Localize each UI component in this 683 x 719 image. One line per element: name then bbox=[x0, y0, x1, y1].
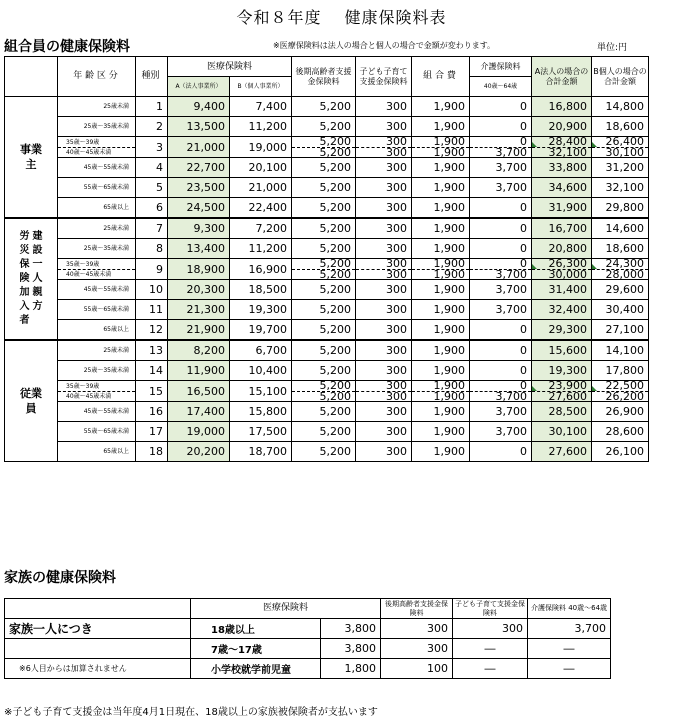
care-premium: 0 3,700 bbox=[470, 137, 532, 158]
total-a: 23,900 27,600 bbox=[532, 381, 592, 402]
family-row-label: 家族一人につき bbox=[5, 619, 191, 639]
kind-number: 8 bbox=[136, 239, 168, 259]
family-row-blank bbox=[5, 639, 191, 659]
elder-support: 5,200 bbox=[292, 402, 356, 422]
page-title: 令和８年度 健康保険料表 bbox=[236, 8, 447, 27]
child-support: 300 bbox=[356, 117, 412, 137]
elder-support: 5,200 5,200 bbox=[292, 381, 356, 402]
premium-row bbox=[5, 259, 649, 280]
total-b: 22,500 26,200 bbox=[592, 381, 649, 402]
medical-a: 16,500 bbox=[168, 381, 230, 402]
total-a: 33,800 bbox=[532, 158, 592, 178]
age-range: 55歳～65歳未満 bbox=[58, 300, 136, 320]
family-header-child: 子ども子育て支援金保険料 bbox=[453, 599, 528, 619]
header-age: 年 齢 区 分 bbox=[58, 57, 136, 97]
header-care: 介護保険料 bbox=[470, 57, 532, 77]
age-range: 25歳未満 bbox=[58, 340, 136, 361]
total-a: 16,800 bbox=[532, 97, 592, 117]
family-med-18plus: 3,800 bbox=[321, 619, 381, 639]
care-premium: 3,700 bbox=[470, 178, 532, 198]
total-a: 20,900 bbox=[532, 117, 592, 137]
elder-support: 5,200 bbox=[292, 280, 356, 300]
medical-b: 18,700 bbox=[230, 442, 292, 462]
child-support: 300 bbox=[356, 178, 412, 198]
family-header-care: 介護保険料 40歳～64歳 bbox=[528, 599, 611, 619]
elder-support: 5,200 bbox=[292, 198, 356, 219]
medical-b: 7,200 bbox=[230, 218, 292, 239]
header-med-a: A（法人事業所） bbox=[168, 77, 230, 97]
family-care-7to17: ― bbox=[528, 639, 611, 659]
header-med-b: B（個人事業所） bbox=[230, 77, 292, 97]
child-support: 300 bbox=[356, 361, 412, 381]
union-fee: 1,900 bbox=[412, 97, 470, 117]
medical-a: 18,900 bbox=[168, 259, 230, 280]
total-a: 29,300 bbox=[532, 320, 592, 341]
medical-a: 17,400 bbox=[168, 402, 230, 422]
care-premium: 0 bbox=[470, 442, 532, 462]
kind-number: 1 bbox=[136, 97, 168, 117]
premium-row bbox=[5, 198, 649, 219]
child-support: 300 bbox=[356, 340, 412, 361]
union-fee: 1,900 1,900 bbox=[412, 381, 470, 402]
family-elder-18plus: 300 bbox=[381, 619, 453, 639]
premium-row bbox=[5, 280, 649, 300]
section-title-members: 組合員の健康保険料 bbox=[4, 39, 130, 55]
medical-a: 11,900 bbox=[168, 361, 230, 381]
header-child: 子ども子育て支援金保険料 bbox=[356, 57, 412, 97]
age-range: 65歳以上 bbox=[58, 320, 136, 341]
total-a: 15,600 bbox=[532, 340, 592, 361]
union-fee: 1,900 bbox=[412, 442, 470, 462]
age-range: 35歳～39歳 40歳～45歳未満 bbox=[58, 137, 136, 158]
medical-a: 19,000 bbox=[168, 422, 230, 442]
medical-a: 23,500 bbox=[168, 178, 230, 198]
elder-support: 5,200 bbox=[292, 361, 356, 381]
premium-row bbox=[5, 402, 649, 422]
section-title-family: 家族の健康保険料 bbox=[4, 570, 116, 586]
group-name: 従業員 bbox=[5, 340, 58, 462]
age-range: 45歳～55歳未満 bbox=[58, 280, 136, 300]
medical-a: 22,700 bbox=[168, 158, 230, 178]
kind-number: 6 bbox=[136, 198, 168, 219]
premium-row bbox=[5, 320, 649, 341]
child-support: 300 300 bbox=[356, 259, 412, 280]
kind-number: 9 bbox=[136, 259, 168, 280]
care-premium: 0 3,700 bbox=[470, 259, 532, 280]
group-name: 事業主 bbox=[5, 97, 58, 219]
family-elder-preschool: 100 bbox=[381, 659, 453, 679]
medical-b: 21,000 bbox=[230, 178, 292, 198]
age-range: 25歳～35歳未満 bbox=[58, 117, 136, 137]
medical-a: 8,200 bbox=[168, 340, 230, 361]
kind-number: 4 bbox=[136, 158, 168, 178]
elder-support: 5,200 bbox=[292, 320, 356, 341]
care-premium: 0 bbox=[470, 198, 532, 219]
header-total-b: B個人の場合の合計金額 bbox=[592, 57, 649, 97]
child-support: 300 bbox=[356, 442, 412, 462]
total-a: 32,400 bbox=[532, 300, 592, 320]
union-fee: 1,900 bbox=[412, 218, 470, 239]
kind-number: 3 bbox=[136, 137, 168, 158]
elder-support: 5,200 bbox=[292, 158, 356, 178]
elder-support: 5,200 bbox=[292, 340, 356, 361]
child-support: 300 300 bbox=[356, 137, 412, 158]
family-care-preschool: ― bbox=[528, 659, 611, 679]
union-fee: 1,900 bbox=[412, 300, 470, 320]
total-b: 32,100 bbox=[592, 178, 649, 198]
total-b: 18,600 bbox=[592, 117, 649, 137]
union-fee: 1,900 bbox=[412, 340, 470, 361]
medical-b: 17,500 bbox=[230, 422, 292, 442]
care-premium: 0 bbox=[470, 218, 532, 239]
union-fee: 1,900 bbox=[412, 402, 470, 422]
elder-support: 5,200 5,200 bbox=[292, 137, 356, 158]
elder-support: 5,200 bbox=[292, 97, 356, 117]
medical-a: 9,400 bbox=[168, 97, 230, 117]
age-range: 25歳未満 bbox=[58, 218, 136, 239]
group-name bbox=[5, 218, 58, 340]
total-a: 26,300 30,000 bbox=[532, 259, 592, 280]
premium-row bbox=[5, 442, 649, 462]
family-med-preschool: 1,800 bbox=[321, 659, 381, 679]
kind-number: 13 bbox=[136, 340, 168, 361]
header-union: 組 合 費 bbox=[412, 57, 470, 97]
care-premium: 0 bbox=[470, 340, 532, 361]
total-b: 28,600 bbox=[592, 422, 649, 442]
total-b: 31,200 bbox=[592, 158, 649, 178]
total-a: 16,700 bbox=[532, 218, 592, 239]
elder-support: 5,200 bbox=[292, 218, 356, 239]
total-b: 30,400 bbox=[592, 300, 649, 320]
medical-b: 22,400 bbox=[230, 198, 292, 219]
child-support: 300 bbox=[356, 422, 412, 442]
total-b: 14,100 bbox=[592, 340, 649, 361]
family-elder-7to17: 300 bbox=[381, 639, 453, 659]
age-range: 55歳～65歳未満 bbox=[58, 178, 136, 198]
age-range: 55歳～65歳未満 bbox=[58, 422, 136, 442]
child-support: 300 bbox=[356, 300, 412, 320]
medical-b: 10,400 bbox=[230, 361, 292, 381]
family-premium-table bbox=[4, 598, 611, 679]
elder-support: 5,200 bbox=[292, 117, 356, 137]
premium-row bbox=[5, 340, 649, 361]
medical-b: 15,800 bbox=[230, 402, 292, 422]
elder-support: 5,200 bbox=[292, 442, 356, 462]
family-child-18plus: 300 bbox=[453, 619, 528, 639]
child-support: 300 300 bbox=[356, 381, 412, 402]
child-support: 300 bbox=[356, 97, 412, 117]
total-b: 17,800 bbox=[592, 361, 649, 381]
total-b: 27,100 bbox=[592, 320, 649, 341]
care-premium: 0 bbox=[470, 117, 532, 137]
child-support: 300 bbox=[356, 320, 412, 341]
kind-number: 5 bbox=[136, 178, 168, 198]
age-range: 35歳～39歳 40歳～45歳未満 bbox=[58, 259, 136, 280]
care-premium: 3,700 bbox=[470, 422, 532, 442]
medical-note: ※医療保険料は法人の場合と個人の場合で金額が変わります。 bbox=[273, 41, 496, 50]
care-premium: 0 bbox=[470, 97, 532, 117]
family-med-7to17: 3,800 bbox=[321, 639, 381, 659]
care-premium: 0 bbox=[470, 361, 532, 381]
total-a: 27,600 bbox=[532, 442, 592, 462]
age-range: 25歳未満 bbox=[58, 97, 136, 117]
child-support: 300 bbox=[356, 239, 412, 259]
kind-number: 11 bbox=[136, 300, 168, 320]
family-child-preschool: ― bbox=[453, 659, 528, 679]
medical-b: 11,200 bbox=[230, 117, 292, 137]
union-fee: 1,900 bbox=[412, 239, 470, 259]
total-b: 14,800 bbox=[592, 97, 649, 117]
age-range: 45歳～55歳未満 bbox=[58, 158, 136, 178]
kind-number: 18 bbox=[136, 442, 168, 462]
age-range: 65歳以上 bbox=[58, 442, 136, 462]
care-premium: 3,700 bbox=[470, 402, 532, 422]
union-fee: 1,900 bbox=[412, 320, 470, 341]
premium-row bbox=[5, 218, 649, 239]
elder-support: 5,200 5,200 bbox=[292, 259, 356, 280]
medical-a: 13,500 bbox=[168, 117, 230, 137]
care-premium: 0 3,700 bbox=[470, 381, 532, 402]
total-a: 34,600 bbox=[532, 178, 592, 198]
medical-a: 21,300 bbox=[168, 300, 230, 320]
member-premium-table bbox=[4, 56, 649, 462]
total-a: 28,400 32,100 bbox=[532, 137, 592, 158]
medical-b: 11,200 bbox=[230, 239, 292, 259]
total-b: 29,600 bbox=[592, 280, 649, 300]
medical-b: 15,100 bbox=[230, 381, 292, 402]
family-child-7to17: ― bbox=[453, 639, 528, 659]
age-range: 25歳～35歳未満 bbox=[58, 361, 136, 381]
union-fee: 1,900 bbox=[412, 198, 470, 219]
elder-support: 5,200 bbox=[292, 178, 356, 198]
age-range: 25歳～35歳未満 bbox=[58, 239, 136, 259]
union-fee: 1,900 1,900 bbox=[412, 259, 470, 280]
total-a: 20,800 bbox=[532, 239, 592, 259]
premium-row bbox=[5, 361, 649, 381]
premium-row bbox=[5, 381, 649, 402]
medical-b: 16,900 bbox=[230, 259, 292, 280]
total-b: 14,600 bbox=[592, 218, 649, 239]
medical-a: 24,500 bbox=[168, 198, 230, 219]
care-premium: 0 bbox=[470, 320, 532, 341]
care-premium: 3,700 bbox=[470, 300, 532, 320]
group-name-col: 建設一人親方 bbox=[32, 231, 43, 312]
medical-a: 21,900 bbox=[168, 320, 230, 341]
kind-number: 7 bbox=[136, 218, 168, 239]
premium-row bbox=[5, 137, 649, 158]
union-fee: 1,900 bbox=[412, 280, 470, 300]
elder-support: 5,200 bbox=[292, 422, 356, 442]
unit-label: 単位:円 bbox=[597, 43, 628, 53]
family-header-elder: 後期高齢者支援金保険料 bbox=[381, 599, 453, 619]
child-support: 300 bbox=[356, 218, 412, 239]
group-name-col: 労災保険加入者 bbox=[19, 231, 30, 326]
header-medical: 医療保険料 bbox=[168, 57, 292, 77]
total-b: 26,100 bbox=[592, 442, 649, 462]
premium-row bbox=[5, 422, 649, 442]
premium-row bbox=[5, 97, 649, 117]
medical-a: 9,300 bbox=[168, 218, 230, 239]
union-fee: 1,900 1,900 bbox=[412, 137, 470, 158]
family-row-note: ※6人目からは加算されません bbox=[5, 659, 191, 679]
age-range: 45歳～55歳未満 bbox=[58, 402, 136, 422]
union-fee: 1,900 bbox=[412, 117, 470, 137]
kind-number: 15 bbox=[136, 381, 168, 402]
family-header-blank bbox=[5, 599, 191, 619]
care-premium: 3,700 bbox=[470, 280, 532, 300]
medical-b: 19,300 bbox=[230, 300, 292, 320]
family-care-18plus: 3,700 bbox=[528, 619, 611, 639]
elder-support: 5,200 bbox=[292, 300, 356, 320]
premium-row bbox=[5, 158, 649, 178]
header-total-a: A法人の場合の合計金額 bbox=[532, 57, 592, 97]
total-a: 31,400 bbox=[532, 280, 592, 300]
header-blank bbox=[5, 57, 58, 97]
medical-a: 13,400 bbox=[168, 239, 230, 259]
care-premium: 0 bbox=[470, 239, 532, 259]
medical-b: 20,100 bbox=[230, 158, 292, 178]
total-a: 31,900 bbox=[532, 198, 592, 219]
kind-number: 16 bbox=[136, 402, 168, 422]
medical-a: 20,200 bbox=[168, 442, 230, 462]
total-b: 24,300 28,000 bbox=[592, 259, 649, 280]
kind-number: 14 bbox=[136, 361, 168, 381]
premium-row bbox=[5, 239, 649, 259]
medical-b: 18,500 bbox=[230, 280, 292, 300]
age-range: 65歳以上 bbox=[58, 198, 136, 219]
care-premium: 3,700 bbox=[470, 158, 532, 178]
total-b: 18,600 bbox=[592, 239, 649, 259]
kind-number: 10 bbox=[136, 280, 168, 300]
total-b: 26,900 bbox=[592, 402, 649, 422]
total-b: 26,400 30,100 bbox=[592, 137, 649, 158]
total-a: 19,300 bbox=[532, 361, 592, 381]
premium-row bbox=[5, 300, 649, 320]
kind-number: 12 bbox=[136, 320, 168, 341]
kind-number: 2 bbox=[136, 117, 168, 137]
medical-b: 6,700 bbox=[230, 340, 292, 361]
family-cat-18plus: 18歳以上 bbox=[191, 619, 321, 639]
footnote: ※子ども子育て支援金は当年度4月1日現在、18歳以上の家族被保険者が支払います bbox=[4, 707, 378, 718]
age-range: 35歳～39歳 40歳～45歳未満 bbox=[58, 381, 136, 402]
union-fee: 1,900 bbox=[412, 158, 470, 178]
child-support: 300 bbox=[356, 158, 412, 178]
premium-row bbox=[5, 117, 649, 137]
family-cat-preschool: 小学校就学前児童 bbox=[191, 659, 321, 679]
medical-a: 21,000 bbox=[168, 137, 230, 158]
union-fee: 1,900 bbox=[412, 422, 470, 442]
child-support: 300 bbox=[356, 198, 412, 219]
total-a: 30,100 bbox=[532, 422, 592, 442]
family-cat-7to17: 7歳～17歳 bbox=[191, 639, 321, 659]
medical-b: 7,400 bbox=[230, 97, 292, 117]
child-support: 300 bbox=[356, 402, 412, 422]
medical-b: 19,700 bbox=[230, 320, 292, 341]
medical-a: 20,300 bbox=[168, 280, 230, 300]
total-a: 28,500 bbox=[532, 402, 592, 422]
kind-number: 17 bbox=[136, 422, 168, 442]
header-elder: 後期高齢者支援金保険料 bbox=[292, 57, 356, 97]
elder-support: 5,200 bbox=[292, 239, 356, 259]
union-fee: 1,900 bbox=[412, 361, 470, 381]
medical-b: 19,000 bbox=[230, 137, 292, 158]
family-header-medical: 医療保険料 bbox=[191, 599, 381, 619]
union-fee: 1,900 bbox=[412, 178, 470, 198]
header-kind: 種別 bbox=[136, 57, 168, 97]
total-b: 29,800 bbox=[592, 198, 649, 219]
premium-row bbox=[5, 178, 649, 198]
header-care-age: 40歳～64歳 bbox=[470, 77, 532, 97]
child-support: 300 bbox=[356, 280, 412, 300]
